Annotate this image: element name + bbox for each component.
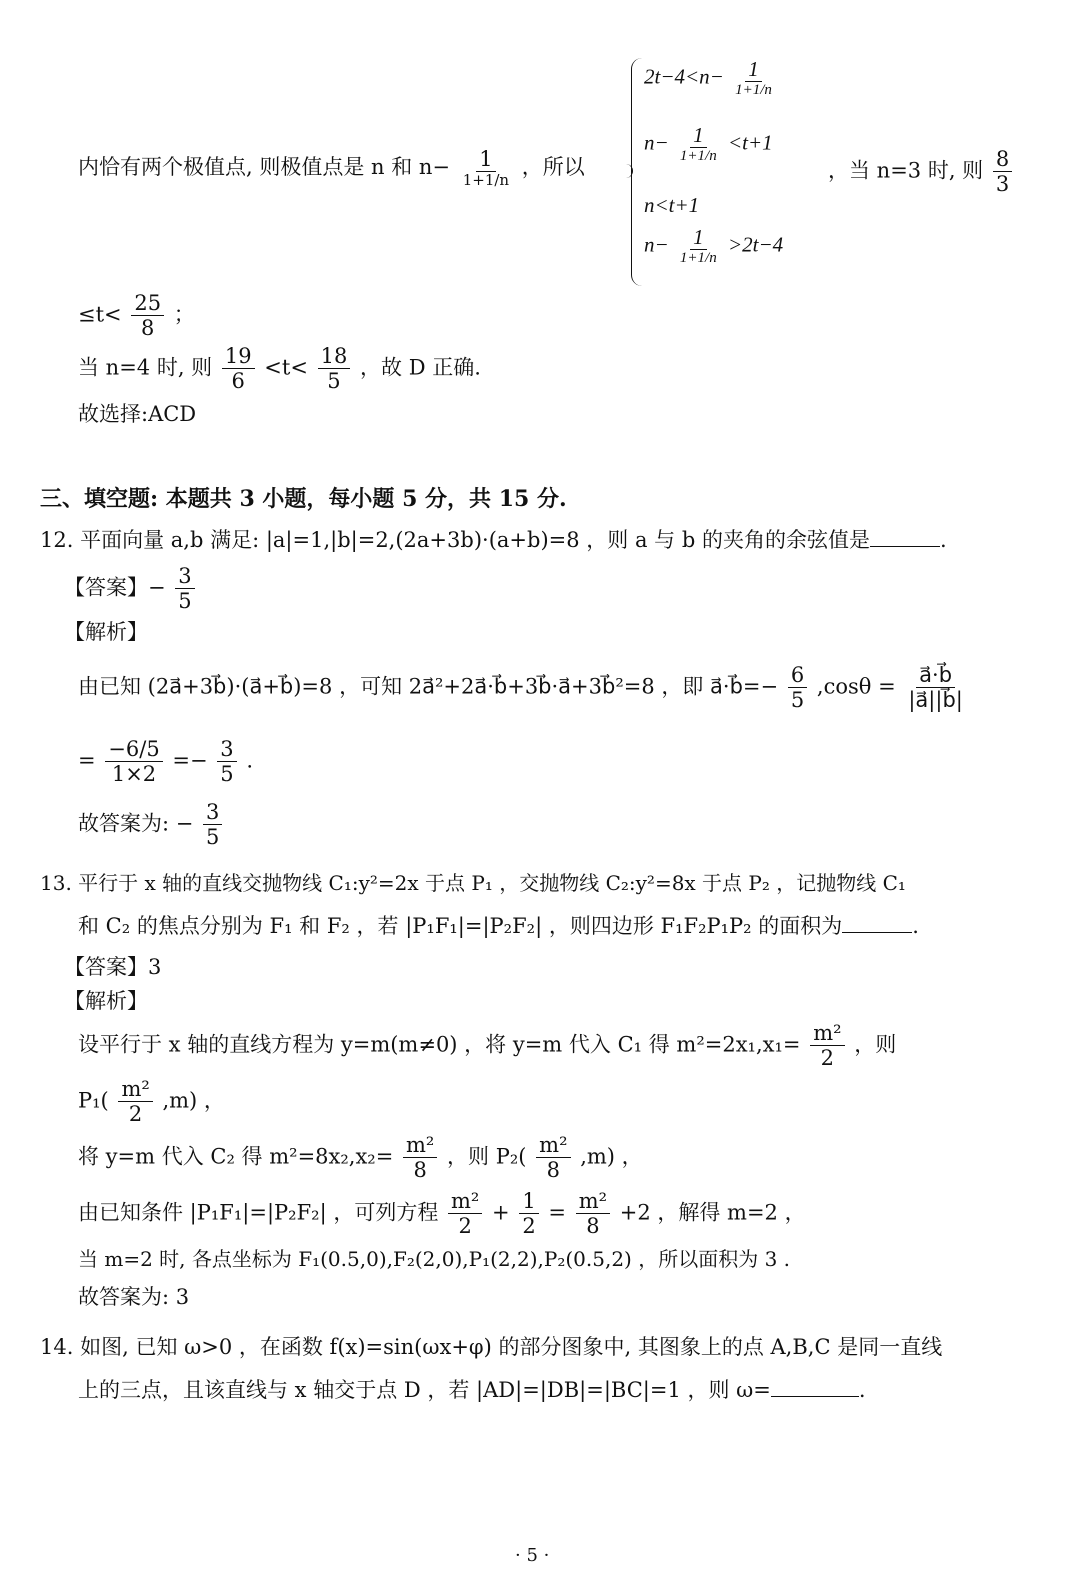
q14-number: 14. [40,1335,74,1359]
q13-stem-2 [78,914,919,939]
solution-line-2 [78,292,195,340]
q13-solution-line-1 [78,1022,896,1070]
q13-s3-den: 8 [413,1158,427,1183]
q13-s3-pre: 将 y=m 代入 C₂ 得 m²=8x₂,x₂= [78,1144,394,1169]
q12-answer-num: 3 [175,565,194,589]
row2-den: 1+1/n [679,148,717,165]
q14-stem1-text: 如图, 已知 ω>0 ，在函数 f(x)=sin(ωx+φ) 的部分图象中, 其图象上的点 A,B,C 是同一直线 [80,1335,943,1359]
q13-s4-plus: + [492,1200,510,1225]
q12-answer-sign: − [148,575,166,600]
q12-sol1-frac-num: a⃗·b⃗ [916,664,955,688]
row4-num: 1 [690,226,707,250]
q13-number: 13. [40,871,72,895]
q12-final-pre: 故答案为: − [78,811,194,836]
l3-den1: 6 [231,369,245,394]
q13-s1-pre: 设平行于 x 轴的直线方程为 y=m(m≠0) ，将 y=m 代入 C₁ 得 m²=2x₁,x₁= [78,1032,801,1057]
q13-s1-post: ，则 [854,1032,897,1057]
row4-den: 1+1/n [679,250,717,267]
q13-s4-den3: 8 [586,1214,600,1239]
row2-num: 1 [690,124,707,148]
q12-answer [64,565,198,613]
q13-s3-den2: 8 [546,1158,561,1183]
q13-s3-post: ,m) ， [580,1144,643,1169]
piecewise-row-2 [644,124,773,165]
l2-pre: ≤t< [78,302,122,327]
q12-final-den: 5 [206,825,220,850]
q12-stem-text: 平面向量 a,b 满足: |a|=1,|b|=2,(2a+3b)·(a+b)=8 ，则 a 与 b 的夹角的余弦值是 [80,528,870,552]
q13-final: 故答案为: 3 [78,1285,190,1309]
l3-den2: 5 [327,369,341,394]
l1-mid: ，所以 [521,155,585,180]
q13-solution-line-3 [78,1134,643,1182]
q12-answer-blank [870,528,940,547]
q12-sol1-a: 由已知 (2a⃗+3b⃗)·(a⃗+b⃗)=8 ，可知 2a⃗²+2a⃗·b⃗+3b⃗·a⃗+3b⃗²=8 ，即 a⃗·b⃗=− [78,674,779,699]
q12-sol1-num: 6 [788,664,807,688]
q13-answer-blank [842,914,912,933]
q12-analysis-label: 【解析】 [64,620,148,644]
q13-s1-num: m² [810,1022,844,1046]
row2-lhs: n− [644,130,669,155]
q12-answer-den: 5 [178,589,192,614]
q12-final [78,801,225,849]
q12-number: 12. [40,528,74,552]
q13-s4-num3: m² [576,1190,610,1214]
l2-post: ； [173,302,195,327]
q13-s2-pre: P₁( [78,1088,109,1113]
piecewise-row-1 [644,58,778,99]
section-heading: 三、填空题: 本题共 3 小题，每小题 5 分，共 15 分. [40,486,567,512]
q12-stem [40,528,947,553]
q12-sol2-mid: =− [172,748,208,773]
l3-pre: 当 n=4 时, 则 [78,355,213,380]
solution-line-4: 故选择:ACD [78,402,197,426]
q12-final-num: 3 [203,801,222,825]
page-number: · 5 · [515,1545,550,1566]
row4-rhs: >2t−4 [727,232,784,257]
l3-num1: 19 [222,345,255,369]
q13-analysis-label: 【解析】 [64,989,148,1013]
l1-pre: 内恰有两个极值点, 则极值点是 n 和 n− [78,155,451,180]
q13-s2-den: 2 [128,1102,143,1127]
q13-s1-den: 2 [820,1046,835,1071]
row4-lhs: n− [644,232,669,257]
solution-line-1-tail [828,148,1015,196]
q13-s4-num2: 1 [519,1190,538,1214]
q12-sol2-den: 1×2 [111,762,157,787]
q12-sol2-post: . [246,748,254,773]
l1-frac2-num: 8 [993,148,1012,172]
q13-s3-num: m² [403,1134,437,1158]
q13-solution-line-2 [78,1078,225,1126]
q12-sol2-pre: = [78,748,96,773]
row1-num: 1 [745,58,762,82]
q12-sol1-frac-den: |a⃗||b⃗| [908,688,963,713]
q12-solution-line-2 [78,738,253,786]
row2-rhs: <t+1 [727,130,773,155]
q12-solution-line-1 [78,664,969,712]
row1-lhs: 2t−4<n− [644,64,724,89]
row1-den: 1+1/n [735,82,772,99]
q13-solution-line-5: 当 m=2 时, 各点坐标为 F₁(0.5,0),F₂(2,0),P₁(2,2),P₂(0.5,2) ，所以面积为 3 . [78,1247,791,1271]
q14-stem-1 [40,1335,942,1360]
q13-s4-post: +2 ，解得 m=2 ， [619,1200,806,1225]
q13-s4-num1: m² [448,1190,482,1214]
l2-den: 8 [141,316,155,341]
solution-line-3 [78,345,481,393]
q13-solution-line-4 [78,1190,806,1238]
q12-sol1-b: ,cosθ = [816,674,896,699]
q13-answer: 【答案】3 [64,955,162,979]
piecewise-row-4 [644,226,783,267]
q14-stem2-text: 上的三点，且该直线与 x 轴交于点 D ，若 |AD|=|DB|=|BC|=1 ，则 ω= [78,1378,771,1402]
q13-s2-post: ,m) ， [162,1088,225,1113]
q14-answer-blank [771,1378,859,1397]
l1-frac2-den: 3 [995,172,1010,197]
q14-stem-2 [78,1378,866,1403]
q13-s4-eq: = [548,1200,567,1225]
l3-mid: <t< [264,355,308,380]
q13-s4-den1: 2 [458,1214,472,1239]
q13-stem2-text: 和 C₂ 的焦点分别为 F₁ 和 F₂ ，若 |P₁F₁|=|P₂F₂| ，则四边形 F₁F₂P₁P₂ 的面积为 [78,914,843,938]
q12-stem-end: . [939,528,947,552]
l3-num2: 18 [318,345,351,369]
l1-frac-num: 1 [476,148,495,172]
q13-stem-1 [40,871,906,895]
q12-sol1-den: 5 [790,688,805,713]
q13-s2-num: m² [118,1078,152,1102]
q13-s3-num2: m² [536,1134,570,1158]
l1-frac-den: 1+1/n [462,171,510,190]
q12-sol2-den2: 5 [220,762,234,787]
q12-sol2-num: −6/5 [105,738,162,762]
q13-stem1-text: 平行于 x 轴的直线交抛物线 C₁:y²=2x 于点 P₁ ，交抛物线 C₂:y²=8x 于点 P₂ ，记抛物线 C₁ [78,871,906,895]
q12-sol2-num2: 3 [217,738,236,762]
l3-post: ，故 D 正确. [360,355,481,380]
q13-s4-den2: 2 [522,1214,536,1239]
q13-s3-mid: ，则 P₂( [447,1144,527,1169]
piecewise-row-3: n<t+1 [644,193,700,217]
q12-answer-label: 【答案】 [64,575,148,600]
q13-s4-pre: 由已知条件 |P₁F₁|=|P₂F₂| ，可列方程 [78,1200,439,1225]
l2-num: 25 [131,292,164,316]
q14-stem-end: . [858,1378,866,1402]
solution-line-1 [78,148,585,189]
l1-post: ，当 n=3 时, 则 [828,158,984,183]
q13-stem-end: . [912,914,919,938]
